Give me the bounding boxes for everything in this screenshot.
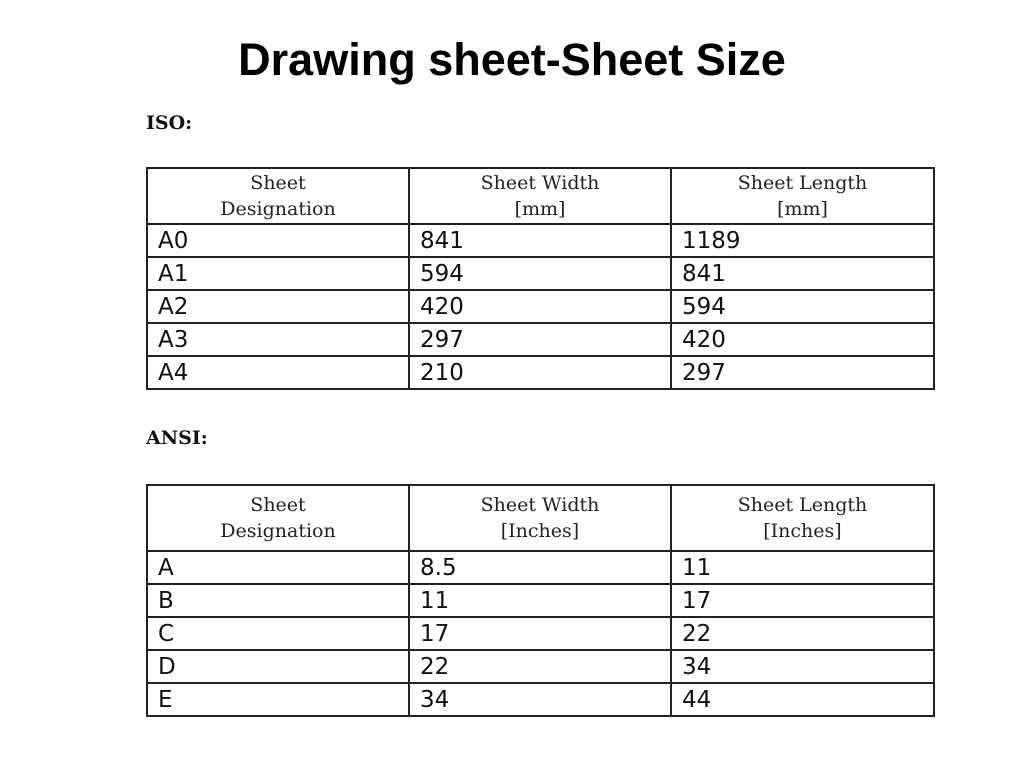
table-row xyxy=(147,356,934,389)
ansi-sheet-size-table xyxy=(146,484,935,717)
width-cell: 420 xyxy=(409,290,671,323)
table-row xyxy=(147,323,934,356)
table-header-row xyxy=(147,485,934,551)
width-cell: 841 xyxy=(409,224,671,257)
width-cell: 594 xyxy=(409,257,671,290)
table-row xyxy=(147,551,934,584)
table-row xyxy=(147,617,934,650)
designation-cell: B xyxy=(147,584,409,617)
table-row xyxy=(147,290,934,323)
designation-cell: D xyxy=(147,650,409,683)
designation-cell: A1 xyxy=(147,257,409,290)
table-row xyxy=(147,650,934,683)
column-header-width: Sheet Width [Inches] xyxy=(409,485,671,551)
ansi-section-label: ANSI: xyxy=(146,427,208,449)
designation-cell: C xyxy=(147,617,409,650)
column-header-length: Sheet Length [mm] xyxy=(671,168,934,224)
designation-cell: A xyxy=(147,551,409,584)
width-cell: 22 xyxy=(409,650,671,683)
column-header-length: Sheet Length [Inches] xyxy=(671,485,934,551)
iso-sheet-size-table xyxy=(146,167,935,390)
length-cell: 297 xyxy=(671,356,934,389)
length-cell: 841 xyxy=(671,257,934,290)
length-cell: 17 xyxy=(671,584,934,617)
width-cell: 17 xyxy=(409,617,671,650)
table-header-row xyxy=(147,168,934,224)
page-title: Drawing sheet-Sheet Size xyxy=(238,34,786,85)
width-cell: 210 xyxy=(409,356,671,389)
table-row xyxy=(147,257,934,290)
designation-cell: A3 xyxy=(147,323,409,356)
column-header-width: Sheet Width [mm] xyxy=(409,168,671,224)
width-cell: 297 xyxy=(409,323,671,356)
length-cell: 22 xyxy=(671,617,934,650)
table-row xyxy=(147,584,934,617)
iso-section-label: ISO: xyxy=(146,112,193,134)
table-row xyxy=(147,683,934,716)
column-header-designation: Sheet Designation xyxy=(147,485,409,551)
length-cell: 44 xyxy=(671,683,934,716)
designation-cell: E xyxy=(147,683,409,716)
width-cell: 8.5 xyxy=(409,551,671,584)
width-cell: 11 xyxy=(409,584,671,617)
designation-cell: A4 xyxy=(147,356,409,389)
length-cell: 11 xyxy=(671,551,934,584)
length-cell: 420 xyxy=(671,323,934,356)
length-cell: 594 xyxy=(671,290,934,323)
designation-cell: A0 xyxy=(147,224,409,257)
width-cell: 34 xyxy=(409,683,671,716)
length-cell: 1189 xyxy=(671,224,934,257)
column-header-designation: Sheet Designation xyxy=(147,168,409,224)
length-cell: 34 xyxy=(671,650,934,683)
table-row xyxy=(147,224,934,257)
designation-cell: A2 xyxy=(147,290,409,323)
